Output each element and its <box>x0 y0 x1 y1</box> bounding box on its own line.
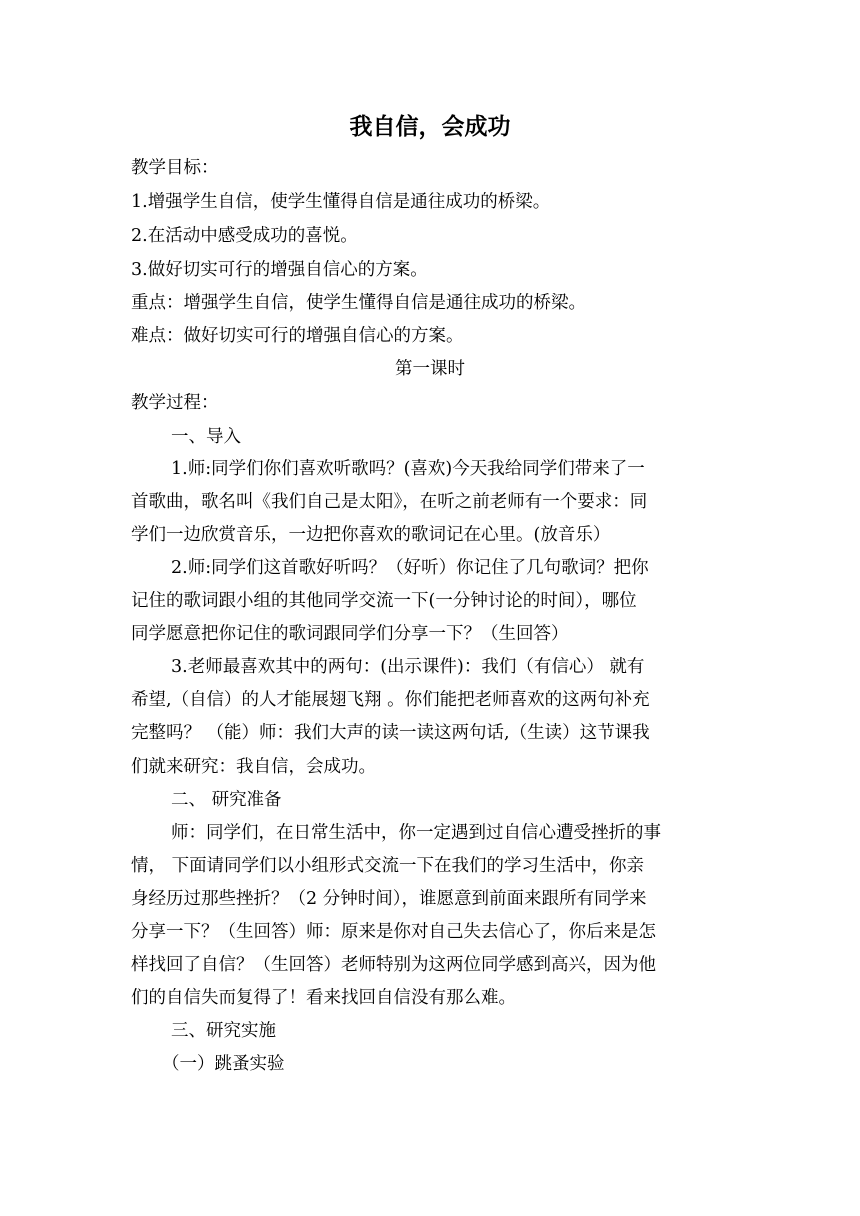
paragraph-line: 样找回了自信？（生回答）老师特别为这两位同学感到高兴，因为他 <box>131 955 656 975</box>
paragraph-line: 2.师:同学们这首歌好听吗？（好听）你记住了几句歌词？把你 <box>171 558 649 578</box>
goal-item: 3.做好切实可行的增强自信心的方案。 <box>131 260 428 280</box>
section-heading: 三、研究实施 <box>171 1021 276 1041</box>
section-heading: 一、导入 <box>171 427 241 447</box>
paragraph-line: 学们一边欣赏音乐，一边把你喜欢的歌词记在心里。(放音乐） <box>131 525 611 545</box>
paragraph-line: 身经历过那些挫折？（2 分钟时间），谁愿意到前面来跟所有同学来 <box>131 889 647 909</box>
paragraph-line: 希望,（自信）的人才能展翅飞翔 。你们能把老师喜欢的这两句补充 <box>131 690 650 710</box>
paragraph-line: 分享一下？（生回答）师：原来是你对自己失去信心了，你后来是怎 <box>131 922 656 942</box>
paragraph-line: 1.师:同学们你们喜欢听歌吗？(喜欢)今天我给同学们带来了一 <box>171 459 645 479</box>
subsection-heading: （一）跳蚤实验 <box>162 1054 285 1074</box>
section-heading: 二、 研究准备 <box>171 790 282 810</box>
paragraph-line: 情， 下面请同学们以小组形式交流一下在我们的学习生活中，你亲 <box>131 856 645 876</box>
goal-item: 1.增强学生自信，使学生懂得自信是通往成功的桥梁。 <box>131 192 551 212</box>
process-heading: 教学过程： <box>131 393 219 413</box>
goals-heading: 教学目标： <box>131 158 219 178</box>
difficulty: 难点：做好切实可行的增强自信心的方案。 <box>131 326 464 346</box>
paragraph-line: 首歌曲，歌名叫《我们自己是太阳》，在听之前老师有一个要求：同 <box>131 492 648 512</box>
paragraph-line: 完整吗？ （能）师：我们大声的读一读这两句话,（生读）这节课我 <box>131 723 650 743</box>
document-title: 我自信，会成功 <box>349 114 511 140</box>
paragraph-line: 们就来研究：我自信，会成功。 <box>131 757 376 777</box>
lesson-label: 第一课时 <box>395 359 465 379</box>
paragraph-line: 师：同学们，在日常生活中，你一定遇到过自信心遭受挫折的事 <box>171 823 661 843</box>
goal-item: 2.在活动中感受成功的喜悦。 <box>131 226 358 246</box>
paragraph-line: 同学愿意把你记住的歌词跟同学们分享一下？（生回答） <box>131 624 569 644</box>
paragraph-line: 们的自信失而复得了！看来找回自信没有那么难。 <box>131 988 516 1008</box>
key-point: 重点：增强学生自信，使学生懂得自信是通往成功的桥梁。 <box>131 293 586 313</box>
paragraph-line: 记住的歌词跟小组的其他同学交流一下(一分钟讨论的时间），哪位 <box>131 591 637 611</box>
paragraph-line: 3.老师最喜欢其中的两句：(出示课件)：我们（有信心） 就有 <box>171 657 645 677</box>
